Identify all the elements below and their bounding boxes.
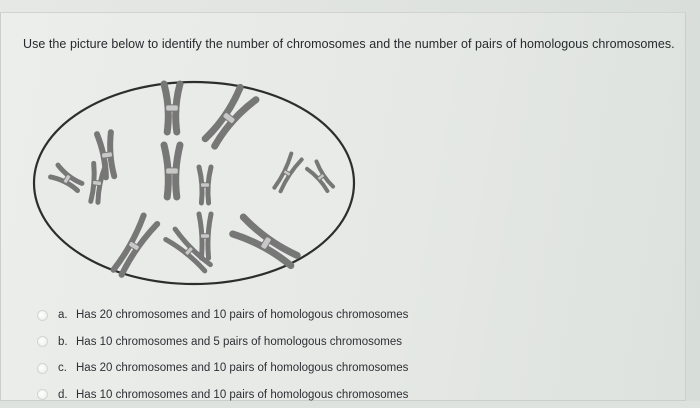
option-a[interactable]: [37, 302, 408, 329]
option-b-letter: b.: [58, 336, 76, 348]
option-d-letter: d.: [58, 389, 76, 401]
option-b-text: Has 10 chromosomes and 5 pairs of homologous chromosomes: [76, 336, 402, 348]
option-d[interactable]: [37, 382, 408, 408]
option-a-letter: a.: [58, 309, 76, 321]
option-a-radio[interactable]: [37, 310, 48, 321]
option-c-letter: c.: [58, 362, 76, 374]
option-d-text: Has 10 chromosomes and 10 pairs of homologous chromosomes: [76, 389, 408, 401]
cell-with-chromosomes-icon: [29, 73, 359, 291]
question-text: Use the picture below to identify the number of chromosomes and the number of pairs of homologous chromosomes.: [23, 37, 675, 51]
option-a-text: Has 20 chromosomes and 10 pairs of homologous chromosomes: [76, 309, 408, 321]
question-card: [0, 12, 686, 401]
option-b-radio[interactable]: [37, 336, 48, 347]
option-b[interactable]: [37, 329, 408, 356]
answer-options: [37, 302, 408, 408]
option-c-radio[interactable]: [37, 363, 48, 374]
option-c[interactable]: [37, 355, 408, 382]
option-d-radio[interactable]: [37, 389, 48, 400]
option-c-text: Has 20 chromosomes and 10 pairs of homologous chromosomes: [76, 362, 408, 374]
